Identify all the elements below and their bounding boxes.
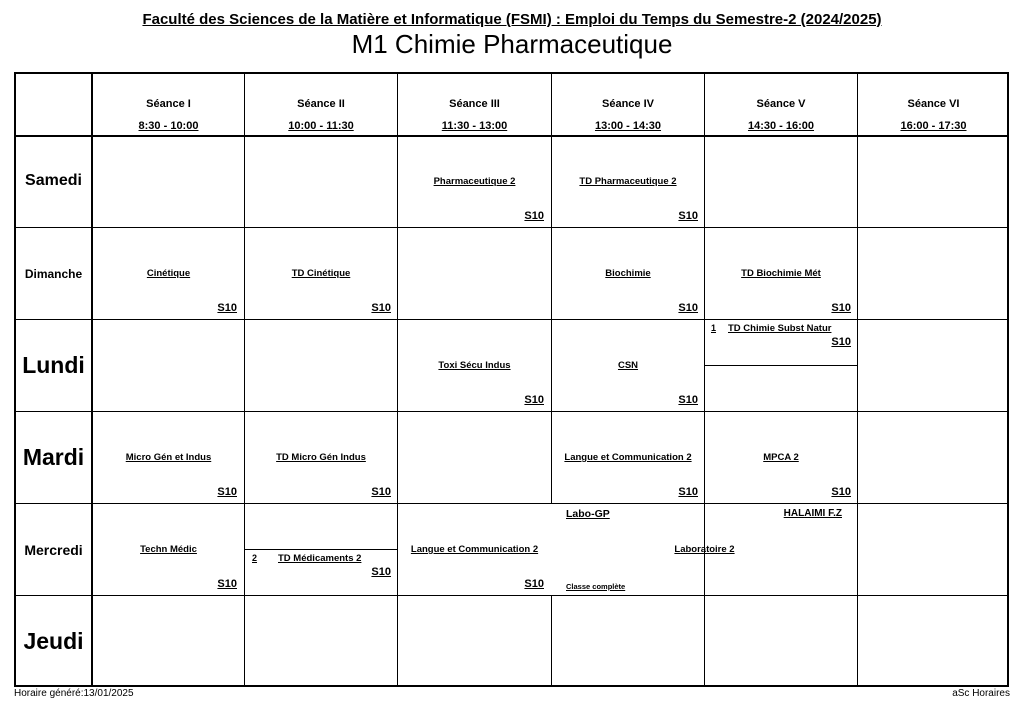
column-header-seance-6: Séance VI bbox=[907, 98, 960, 110]
lab-location: Labo-GP bbox=[566, 508, 610, 520]
column-time-seance-5: 14:30 - 16:00 bbox=[747, 120, 815, 132]
day-mercredi: Mercredi bbox=[24, 542, 83, 558]
room-label: S10 bbox=[371, 486, 391, 498]
room-label: S10 bbox=[371, 566, 391, 578]
course-label: TD Pharmaceutique 2 bbox=[579, 176, 677, 187]
day-dimanche: Dimanche bbox=[24, 267, 83, 281]
column-header-seance-1: Séance I bbox=[146, 98, 191, 110]
room-label: S10 bbox=[678, 486, 698, 498]
teacher-name: HALAIMI F.Z bbox=[783, 508, 842, 519]
room-label: S10 bbox=[217, 486, 237, 498]
course-label: Pharmaceutique 2 bbox=[433, 176, 516, 187]
room-label: S10 bbox=[831, 486, 851, 498]
generated-date: Horaire généré:13/01/2025 bbox=[14, 688, 134, 699]
room-label: S10 bbox=[831, 302, 851, 314]
day-lundi: Lundi bbox=[22, 352, 85, 378]
course-label: Langue et Communication 2 bbox=[410, 544, 539, 555]
course-label: Biochimie bbox=[605, 268, 651, 279]
course-label: TD Micro Gén Indus bbox=[276, 452, 366, 463]
room-label: S10 bbox=[217, 578, 237, 590]
course-label: TD Chimie Subst Natur bbox=[728, 323, 832, 334]
column-time-seance-3: 11:30 - 13:00 bbox=[441, 120, 508, 132]
course-label: Toxi Sécu Indus bbox=[438, 360, 511, 371]
course-label: MPCA 2 bbox=[763, 452, 799, 463]
room-label: S10 bbox=[217, 302, 237, 314]
column-time-seance-4: 13:00 - 14:30 bbox=[594, 120, 662, 132]
course-label: TD Médicaments 2 bbox=[278, 553, 362, 564]
software-credit: aSc Horaires bbox=[952, 688, 1010, 699]
day-jeudi: Jeudi bbox=[23, 628, 84, 654]
course-label: Cinétique bbox=[146, 268, 191, 279]
course-label: TD Cinétique bbox=[291, 268, 351, 279]
column-time-seance-2: 10:00 - 11:30 bbox=[288, 120, 354, 132]
schedule-title: Faculté des Sciences de la Matière et Informatique (FSMI) : Emploi du Temps du Semestre-2 (2024/2025) bbox=[142, 11, 882, 28]
room-label: S10 bbox=[831, 336, 851, 348]
day-samedi: Samedi bbox=[25, 172, 82, 189]
room-label: S10 bbox=[524, 578, 544, 590]
course-label: TD Biochimie Mét bbox=[741, 268, 821, 279]
column-header-seance-5: Séance V bbox=[756, 98, 806, 110]
column-time-seance-1: 8:30 - 10:00 bbox=[138, 120, 199, 132]
course-label: Micro Gén et Indus bbox=[125, 452, 212, 463]
room-label: S10 bbox=[678, 302, 698, 314]
class-name: M1 Chimie Pharmaceutique bbox=[351, 29, 673, 59]
column-header-seance-4: Séance IV bbox=[602, 98, 654, 110]
group-number: 2 bbox=[252, 553, 258, 563]
room-label: S10 bbox=[524, 394, 544, 406]
room-label: S10 bbox=[371, 302, 391, 314]
course-label: CSN bbox=[617, 360, 639, 371]
room-label: S10 bbox=[524, 210, 544, 222]
course-label: Langue et Communication 2 bbox=[564, 452, 692, 463]
course-label: Laboratoire 2 bbox=[674, 544, 735, 555]
column-time-seance-6: 16:00 - 17:30 bbox=[900, 120, 967, 132]
course-label: Techn Médic bbox=[140, 544, 197, 555]
room-label: S10 bbox=[678, 210, 698, 222]
column-header-seance-2: Séance II bbox=[297, 98, 345, 110]
group-number: 1 bbox=[711, 323, 717, 333]
day-mardi: Mardi bbox=[22, 444, 85, 470]
column-header-seance-3: Séance III bbox=[449, 98, 500, 110]
timetable-grid bbox=[14, 72, 1009, 687]
room-label: S10 bbox=[678, 394, 698, 406]
group-label: Classe complète bbox=[566, 582, 626, 591]
